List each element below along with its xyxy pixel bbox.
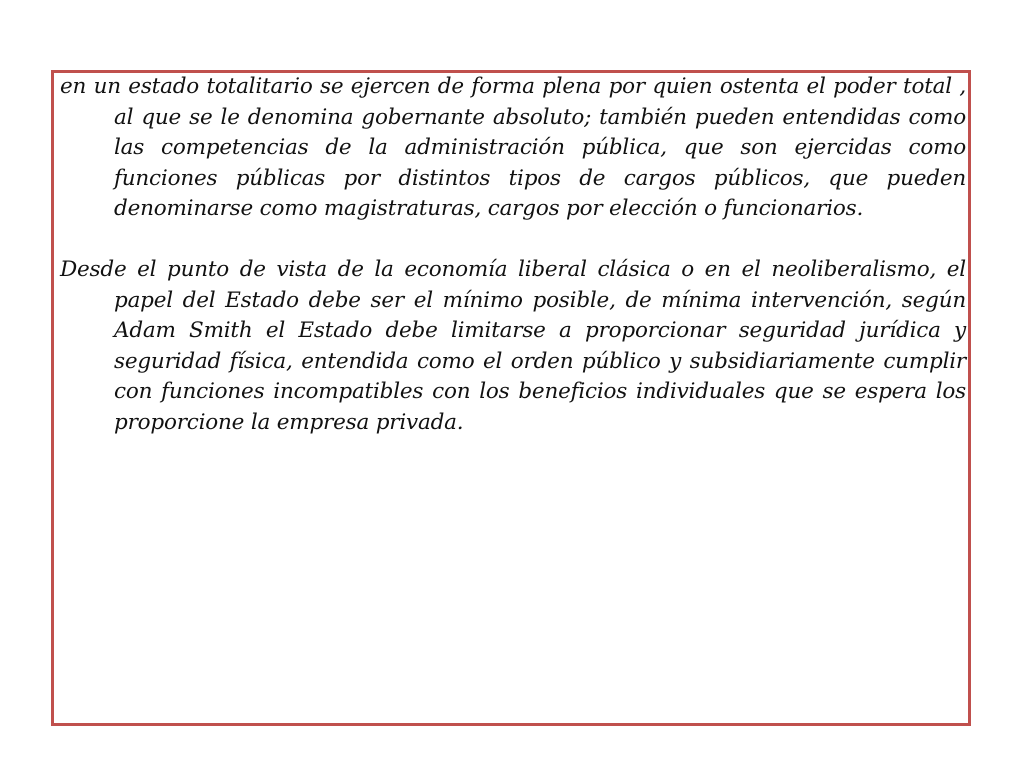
paragraph-totalitarian-state: en un estado totalitario se ejercen de forma plena por quien ostenta el poder total , al que se le denomina gobernante absoluto; también pueden entendidas como las competencias de la administración pública, que son ejercidas como funciones públicas por distintos tipos de cargos públicos, que pueden denominarse como magistraturas, cargos por elección o funcionarios.	[60, 74, 966, 222]
paragraph-liberal-economy: Desde el punto de vista de la economía liberal clásica o en el neoliberalismo, el papel del Estado debe ser el mínimo posible, de mínima intervención, según Adam Smith el Estado debe limitarse a proporcionar seguridad jurídica y seguridad física, entendida como el orden público y subsidiariamente cumplir con funciones incompatibles con los beneficios individuales que se espera los proporcione la empresa privada.	[60, 256, 966, 435]
text-body	[60, 72, 966, 469]
